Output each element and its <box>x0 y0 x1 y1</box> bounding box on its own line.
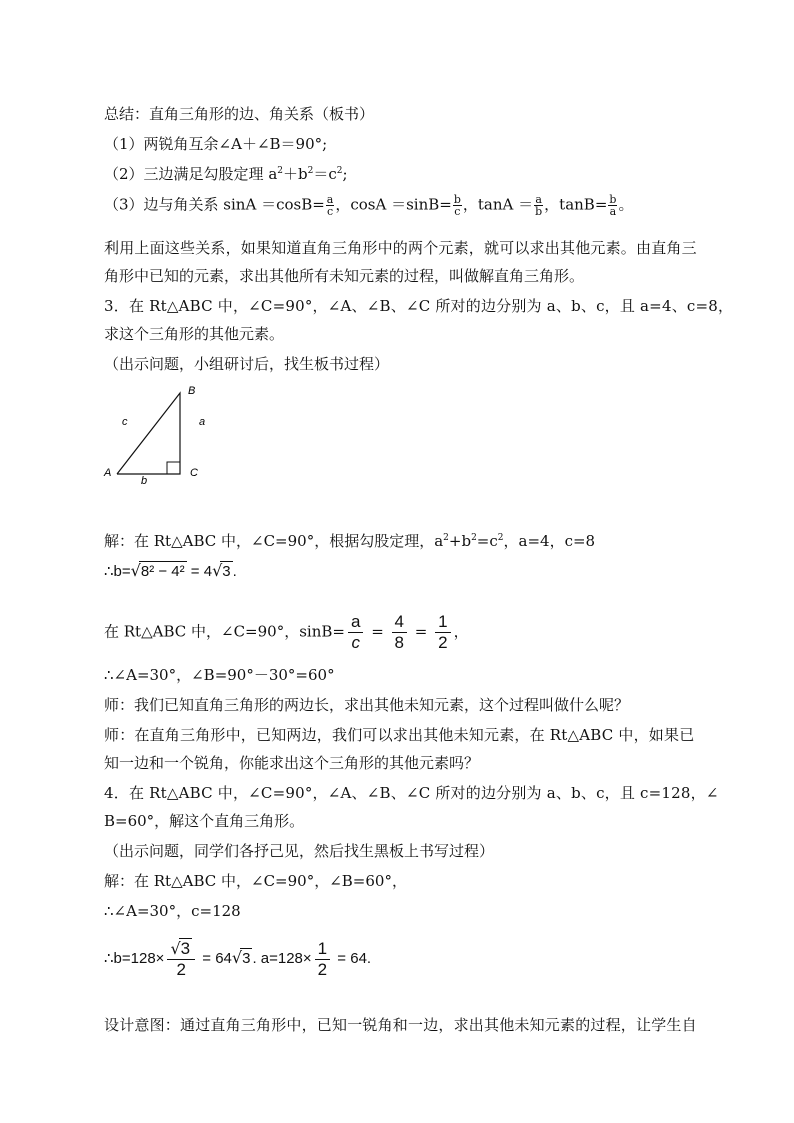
design-intent: 设计意图：通过直角三角形中，已知一锐角和一边，求出其他未知元素的过程，让学生自 <box>104 1016 697 1034</box>
summary-item-3: （3）边与角关系 sinA ＝cosB= $\frac{a}{c}$ ，cosA ＝sinB= $\frac{b}{c}$ ，tanA ＝ $\frac{a}{b}$ ，tanB= $\frac{b}{a}$ 。 <box>104 193 634 218</box>
question-4-line-2: B=60°，解这个直角三角形。 <box>104 812 305 830</box>
side-label-c: c <box>122 416 128 428</box>
fraction-b-over-a: $\frac{b}{a}$ <box>609 193 617 218</box>
question-4-line-1: 4．在 Rt△ABC 中，∠C=90°，∠A、∠B、∠C 所对的边分别为 a、b、c，且 c=128，∠ <box>104 784 719 802</box>
question-3-note: （出示问题，小组研讨后，找生板书过程） <box>104 355 390 373</box>
teacher-question-2-line-2: 知一边和一个锐角，你能求出这个三角形的其他元素吗？ <box>104 754 480 772</box>
solution-3-line-2: ∴b=√8² − 4² = 4√3 . <box>104 561 237 580</box>
question-4-note: （出示问题，同学们各抒己见，然后找生黑板上书写过程） <box>104 842 495 860</box>
summary-item-1: （1）两锐角互余∠A＋∠B＝90°; <box>104 135 328 153</box>
vertex-label-a: A <box>104 467 112 479</box>
solution-4-line-2: ∴∠A=30°，c=128 <box>104 902 241 920</box>
question-3-line-2: 求这个三角形的其他元素。 <box>104 325 285 343</box>
teacher-question-2-line-1: 师：在直角三角形中，已知两边，我们可以求出其他未知元素，在 Rt△ABC 中，如果已 <box>104 726 695 744</box>
teacher-question-1: 师：我们已知直角三角形的两边长，求出其他未知元素，这个过程叫做什么呢？ <box>104 696 630 714</box>
paragraph-relations-line-2: 角形中已知的元素，求出其他所有未知元素的过程，叫做解直角三角形。 <box>104 267 585 285</box>
fraction-b-over-c: $\frac{b}{c}$ <box>453 193 461 218</box>
fraction-a-over-c: $\frac{a}{c}$ <box>326 193 334 218</box>
question-3-line-1: 3．在 Rt△ABC 中，∠C=90°，∠A、∠B、∠C 所对的边分别为 a、b、c，且 a=4、c=8， <box>104 297 734 315</box>
solution-3-line-4: ∴∠A=30°，∠B=90°－30°=60° <box>104 666 335 684</box>
solution-4-line-1: 解：在 Rt△ABC 中，∠C=90°，∠B=60°， <box>104 872 407 890</box>
side-label-b: b <box>141 475 148 487</box>
fraction-a-over-b: $\frac{a}{b}$ <box>535 193 543 218</box>
solution-4-line-3: ∴b=128× $\frac{√3}{2}$ = 64√3 . a=128× $\frac{1}{2}$ = 64. <box>104 938 372 979</box>
solution-3-line-3: 在 Rt△ABC 中，∠C=90°，sinB= $\frac{a}{c}$ = $\frac{4}{8}$ = $\frac{1}{2}$ ， <box>104 612 469 652</box>
paragraph-relations-line-1: 利用上面这些关系，如果知道直角三角形中的两个元素，就可以求出其他元素。由直角三 <box>104 239 697 257</box>
vertex-label-c: C <box>190 467 198 479</box>
summary-title: 总结：直角三角形的边、角关系（板书） <box>104 105 375 123</box>
vertex-label-b: B <box>188 385 196 397</box>
solution-3-line-1: 解：在 Rt△ABC 中，∠C=90°，根据勾股定理，$a^2+b^2=c^2$，a=4，c=8 <box>104 532 596 550</box>
summary-item-2: （2）三边满足勾股定理 $a^2+b^2=c^2$; <box>104 165 348 183</box>
right-triangle-figure <box>100 380 220 490</box>
side-label-a: a <box>199 416 206 428</box>
